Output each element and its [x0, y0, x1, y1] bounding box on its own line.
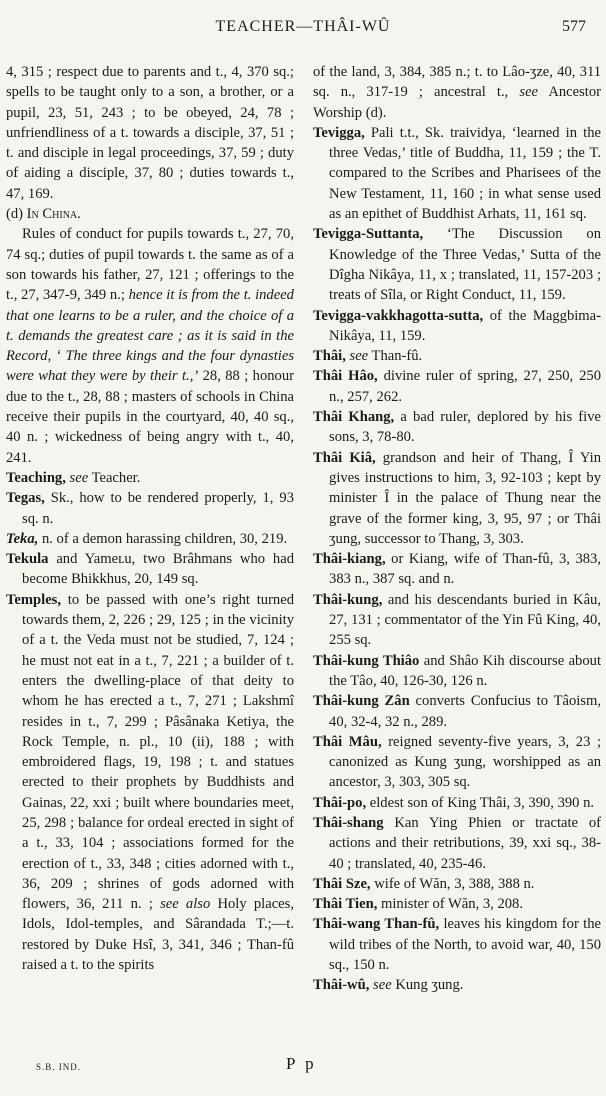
index-entry: Thâi-wû, see Kung ʒung. [313, 977, 464, 994]
headword: Thâi-kiang, [313, 551, 386, 568]
index-entry: Tevigga, Pali t.t., Sk. traividya, ‘learned in the three Vedas,’ title of Buddha, 11, 159 ; the T. compared to the Scribes and Pharisees of the New Testament, 11, 160 ; in what sense used as an epithet of Buddhist Arhats, 11, 161 sq. [313, 124, 601, 223]
headword: Thâi-po, [313, 794, 367, 811]
index-entry: 4, 315 ; respect due to parents and t., 4, 370 sq.; spells to be taught only to a son, a brother, or a pupil, 23, 51, 243 ; to be obeyed, 24, 78 ; unfriendliness of a t. towards a disciple, 37, 51 ; t. and disciple in legal proceedings, 37, 59 ; duty of aiding a disciple, 37, 80 ; duties towards t., 47, 169. [6, 64, 294, 202]
headword: Thâi Sze, [313, 875, 371, 892]
headword: Thâi-wû, [313, 977, 370, 994]
index-entry: Teaching, see Teacher. [6, 469, 141, 486]
headword: Thâi Khang, [313, 409, 395, 426]
headword: Teka, [6, 530, 39, 547]
index-entry: Thâi-kung, and his descendants buried in Kâu, 27, 131 ; commentator of the Yin Fû King, 40, 255 sq. [313, 591, 601, 649]
index-entry: Thâi Kiâ, grandson and heir of Thang, Î Yin gives instructions to him, 3, 92-103 ; kept by minister Î in the palace of Thung near the grave of the former king, 3, 95, 97 ; or Thâi ʒung, successor to Thang, 3, 303. [313, 449, 602, 547]
index-entry: Tegas, Sk., how to be rendered properly, 1, 93 sq. n. [6, 490, 294, 527]
index-entry: of the land, 3, 384, 385 n.; t. to Lâo-ʒze, 40, 311 sq. n., 317-19 ; ancestral t., see Ancestor Worship (d). [313, 64, 601, 121]
index-entry: Thâi-shang Kan Ying Phien or tractate of actions and their retributions, 39, xxi sq., 38-40 ; translated, 40, 235-46. [313, 814, 601, 872]
index-entry: Teka, n. of a demon harassing children, 30, 219. [6, 530, 288, 547]
index-entry: Thâi-kiang, or Kiang, wife of Than-fû, 3, 383, 383 n., 387 sq. and n. [313, 551, 601, 588]
index-entry: Thâi Hâo, divine ruler of spring, 27, 250, 250 n., 257, 262. [313, 368, 601, 405]
signature-mark: S.B. IND. [36, 1062, 82, 1072]
index-entry: Tevigga-vakkhagotta-sutta, of the Maggbima-Nikâya, 11, 159. [313, 307, 601, 344]
headword: Thâi Tien, [313, 896, 378, 913]
headword: Thâi Kiâ, [313, 449, 376, 466]
headword: Tevigga, [313, 124, 365, 141]
index-entry: Thâi-wang Than-fû, leaves his kingdom for the wild tribes of the North, to avoid war, 40, 150 sq., 150 n. [313, 916, 601, 974]
headword: Thâi Hâo, [313, 368, 378, 385]
headword: Thâi-kung Zân [313, 693, 410, 710]
index-entry: Thâi Tien, minister of Wăn, 3, 208. [313, 896, 524, 913]
gathering-mark: P p [286, 1054, 317, 1073]
headword: Thâi-kung Thiâo [313, 652, 420, 669]
index-entry: Thâi, see Than-fû. [313, 348, 423, 365]
index-entry: Thâi Sze, wife of Wăn, 3, 388, 388 n. [313, 875, 535, 892]
page-number: 577 [562, 18, 586, 35]
index-entry: Temples, to be passed with one’s right turned towards them, 2, 226 ; 29, 125 ; in the vicinity of a t. the Veda must not be studied, 7, 124 ; he must not eat in a t., 7, 221 ; a builder of t. enters the dwelling-place of that deity to whom he has erected a t., 7, 271 ; Lakshmî resides in t., 7, 299 ; Pâsânaka Ketiya, the Rock Temple, n. pl., 10 (ii), 188 ; with embroidered flags, 19, 198 ; t. and statues erected to their prophets by Buddhists and Gainas, 22, xxi ; built where boundaries meet, 25, 298 ; balance for ordeal erected in sight of a t., 33, 104 ; associations formed for the erection of t., 33, 348 ; cities adorned with t., 36, 209 ; shrines of gods adorned with flowers, 36, 211 n. ; see also Holy places, Idols, Idol-temples, and Sârandada T.;—t. restored by Duke Hsî, 3, 341, 346 ; Than-fû raised a t. to the spirits [6, 591, 294, 974]
headword: Thâi Mâu, [313, 733, 382, 750]
section-heading: (d) In China. [6, 206, 81, 223]
headword: Tegas, [6, 490, 45, 507]
index-entry: Thâi-kung Thiâo and Shâo Kih discourse about the Tâo, 40, 126-30, 126 n. [313, 652, 602, 689]
headword: Thâi-wang Than-fû, [313, 916, 440, 933]
right-column [313, 62, 601, 996]
headword: Thâi-shang [313, 814, 384, 831]
index-entry: Thâi Khang, a bad ruler, deplored by his five sons, 3, 78-80. [313, 409, 601, 446]
index-entry: Tekula and Yameʟu, two Brâhmans who had become Bhikkhus, 20, 149 sq. [6, 551, 294, 588]
headword: Tevigga-vakkhagotta-sutta, [313, 307, 484, 324]
headword: Tevigga-Suttanta, [313, 226, 424, 243]
headword: Temples, [6, 591, 62, 608]
headword: Thâi-kung, [313, 591, 383, 608]
running-head: TEACHER—THÂI-WÛ [215, 18, 391, 35]
index-entry: Rules of conduct for pupils towards t., 27, 70, 74 sq.; duties of pupil towards t. the same as of a son towards his father, 27, 121 ; offerings to the t., 27, 347-9, 349 n.; hence it is from the t. indeed that one learns to be a ruler, and the choice of a t. demands the greatest care ; as it is said in the Record, ‘ The three kings and the four dynasties were what they were by their t.,’ 28, 88 ; honour due to the t., 28, 88 ; masters of schools in China receive their pupils in the courtyard, 40, 40 sq., 40 n. ; wickedness of being angry with t., 40, 241. [6, 226, 294, 466]
headword: Tekula [6, 551, 49, 568]
index-entry: Tevigga-Suttanta, ‘The Discussion on Knowledge of the Three Vedas,’ Sutta of the Dîgha Nikâya, 11, x ; translated, 11, 157-203 ; treats of Sîla, or Right Conduct, 11, 159. [313, 226, 601, 304]
left-column [6, 62, 294, 975]
headword: Thâi, [313, 348, 346, 365]
index-entry: Thâi-po, eldest son of King Thâi, 3, 390, 390 n. [313, 794, 595, 811]
index-entry: Thâi Mâu, reigned seventy-five years, 3, 23 ; canonized as Kung ʒung, worshipped as an ancestor, 3, 303, 305 sq. [313, 733, 602, 791]
index-entry: Thâi-kung Zân converts Confucius to Tâoism, 40, 32-4, 32 n., 289. [313, 693, 601, 730]
headword: Teaching, [6, 469, 66, 486]
